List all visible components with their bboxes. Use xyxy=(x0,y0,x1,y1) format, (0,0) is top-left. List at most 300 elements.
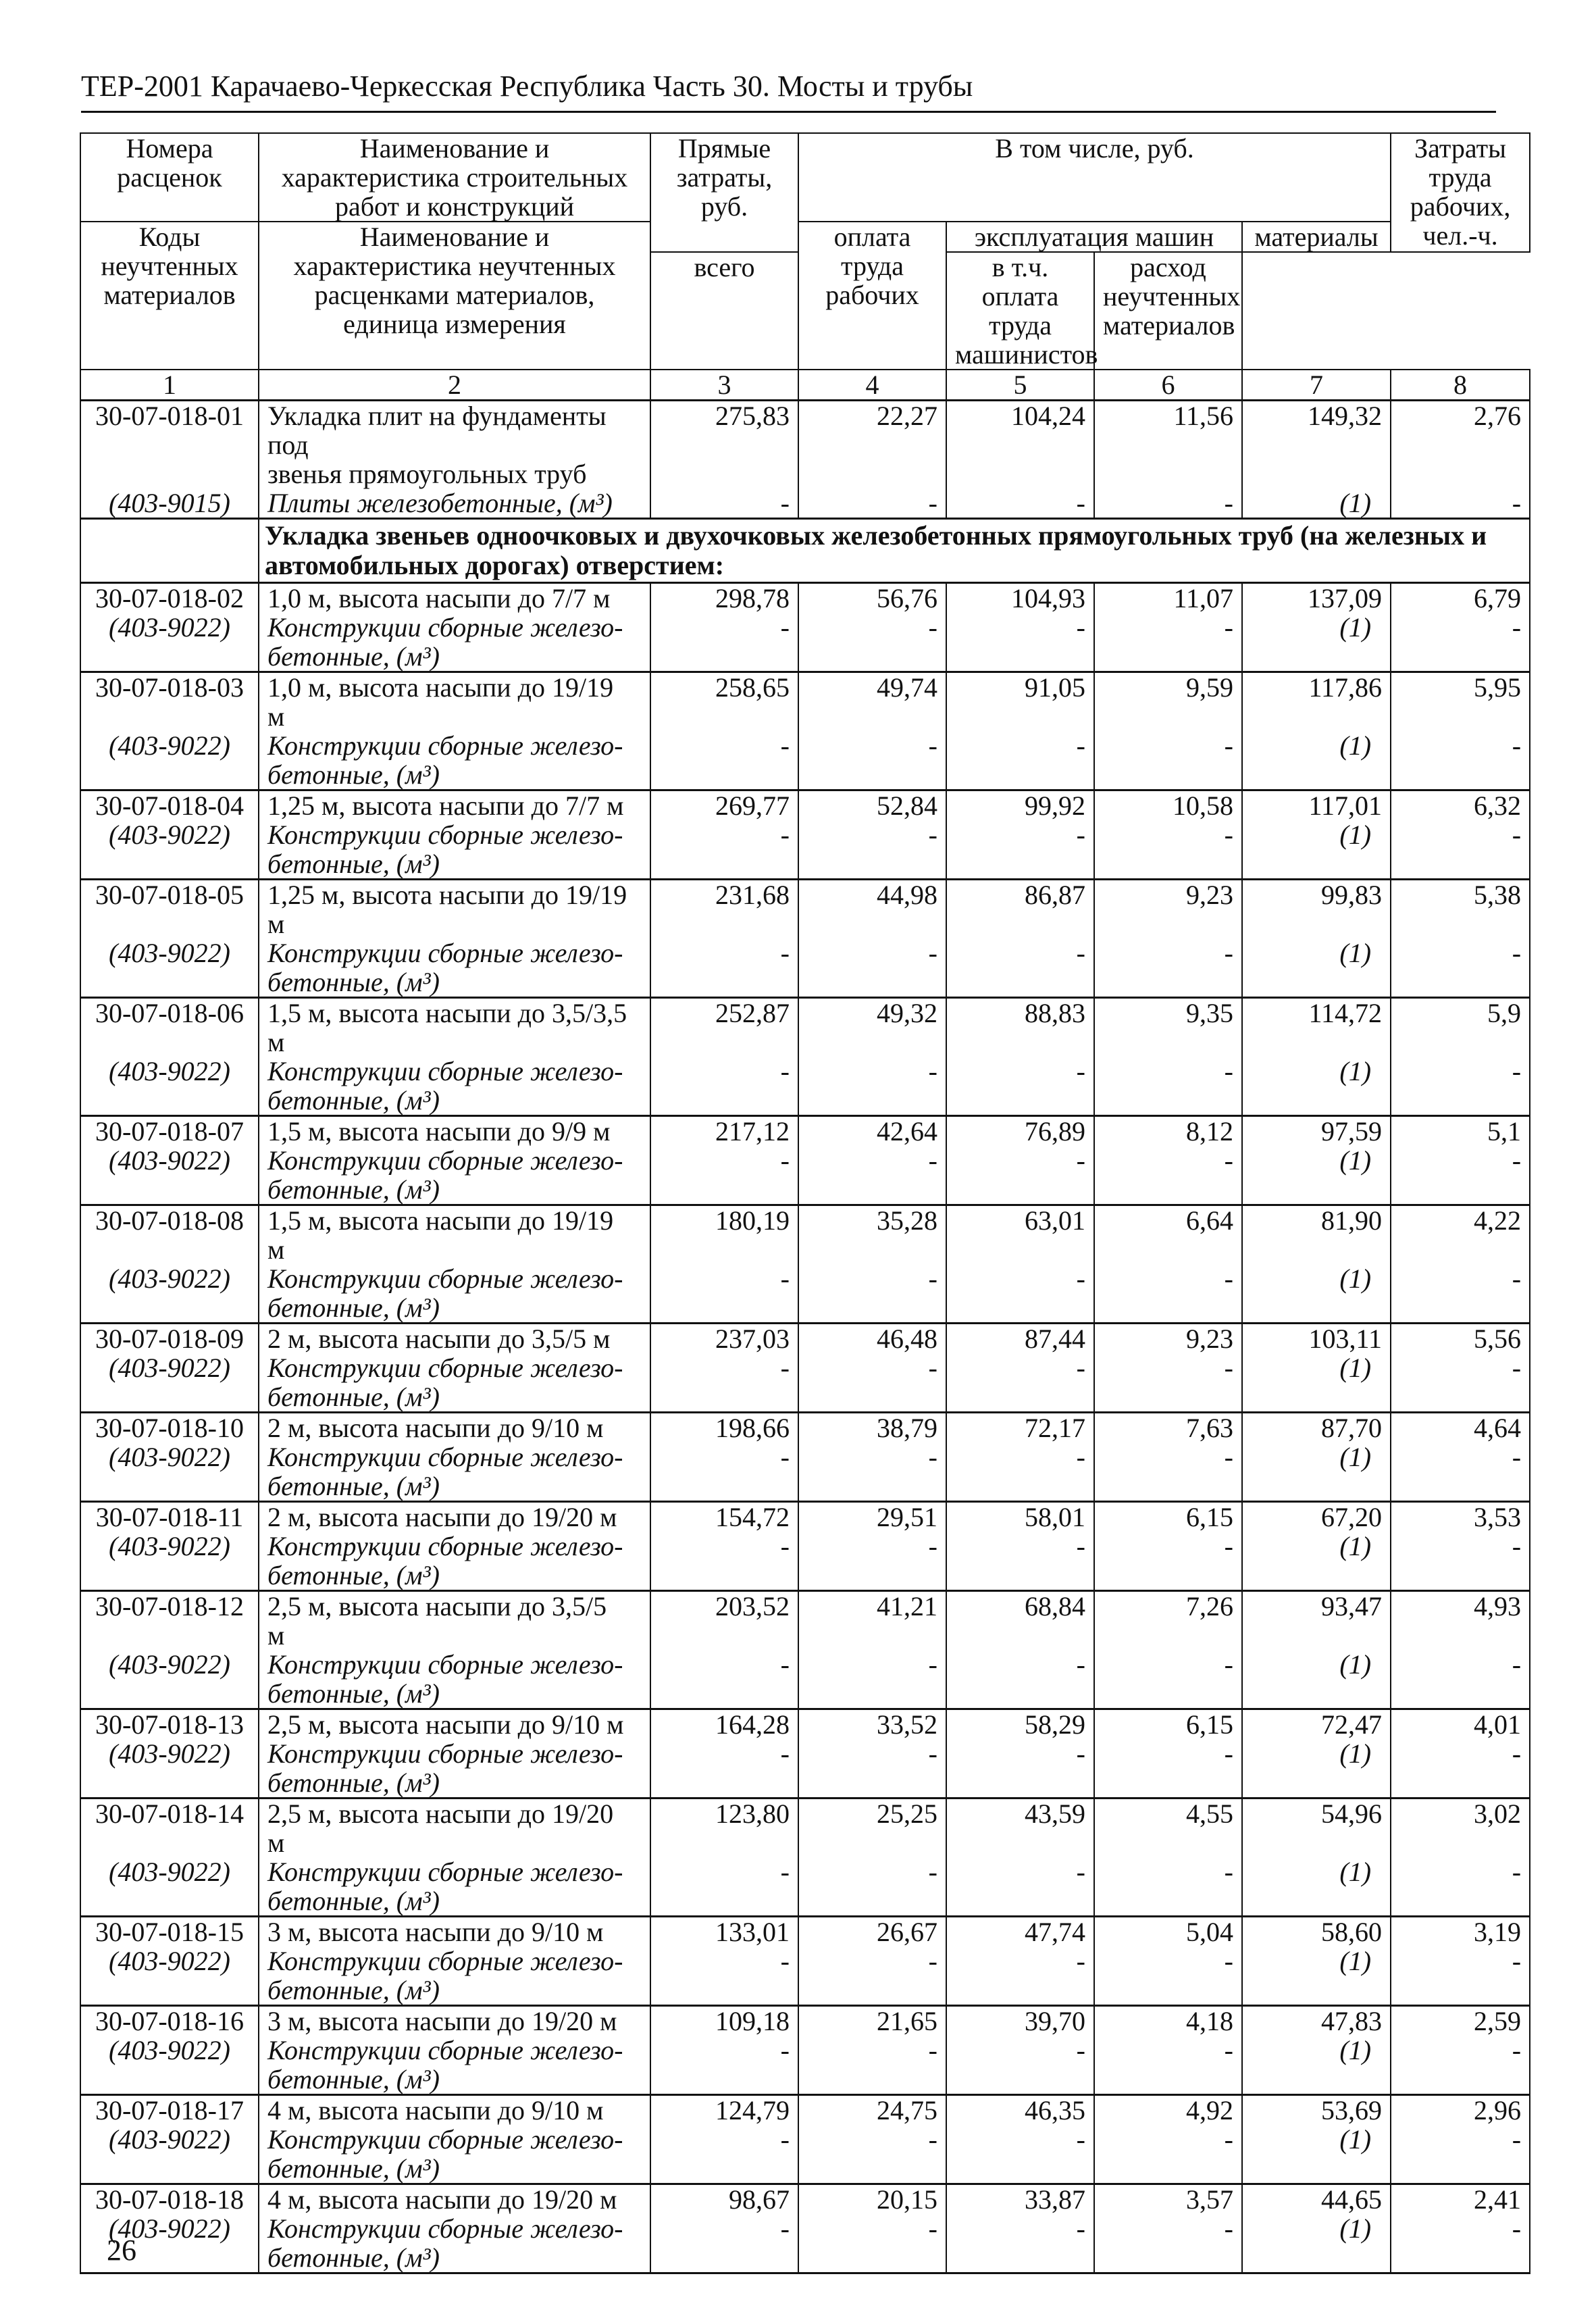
material-qty: (1) xyxy=(1242,1057,1391,1116)
machines-total: 86,87 xyxy=(946,880,1094,939)
labor-pay: 22,27 xyxy=(798,401,946,489)
rate-name xyxy=(259,401,650,489)
materials-cost: 47,83 xyxy=(1242,2006,1391,2036)
material-name-line: бетонные, (м³) xyxy=(267,1292,440,1323)
rate-row xyxy=(80,790,1530,821)
material-name-line: бетонные, (м³) xyxy=(267,2064,440,2094)
material-name-line: Конструкции сборные железо- xyxy=(267,1145,623,1176)
rate-code: 30-07-018-13 xyxy=(80,1709,259,1740)
col-number: 7 xyxy=(1242,370,1391,401)
dash: - xyxy=(650,1739,798,1799)
dash: - xyxy=(1391,820,1530,880)
material-code: (403-9022) xyxy=(80,1857,259,1917)
material-qty: (1) xyxy=(1242,731,1391,790)
header-labor-pay: оплата труда рабочих xyxy=(798,222,946,370)
materials-cost: 67,20 xyxy=(1242,1502,1391,1532)
materials-cost: 114,72 xyxy=(1242,998,1391,1057)
dash: - xyxy=(1391,1650,1530,1709)
material-row xyxy=(80,1739,1530,1799)
material-name xyxy=(259,2036,650,2095)
material-qty: (1) xyxy=(1242,488,1391,519)
direct-cost: 298,78 xyxy=(650,583,798,613)
machinists-pay: 10,58 xyxy=(1094,790,1242,821)
material-name: Плиты железобетонные, (м³) xyxy=(259,488,650,519)
labor-pay: 46,48 xyxy=(798,1324,946,1354)
dash: - xyxy=(946,1739,1094,1799)
machines-total: 76,89 xyxy=(946,1116,1094,1147)
machinists-pay: 4,92 xyxy=(1094,2095,1242,2126)
rate-name-line: Укладка плит на фундаменты под xyxy=(267,401,607,460)
dash: - xyxy=(946,1353,1094,1413)
dash: - xyxy=(946,1650,1094,1709)
machinists-pay: 9,23 xyxy=(1094,1324,1242,1354)
material-name-line: Конструкции сборные железо- xyxy=(267,1738,623,1769)
rate-row xyxy=(80,1709,1530,1740)
rate-description-text: 4 м, высота насыпи до 19/20 м xyxy=(267,2184,617,2215)
material-qty: (1) xyxy=(1242,1739,1391,1799)
material-name-line: Конструкции сборные железо- xyxy=(267,1442,623,1472)
dash: - xyxy=(1391,2036,1530,2095)
material-name xyxy=(259,613,650,672)
dash: - xyxy=(946,820,1094,880)
rate-description-text: 3 м, высота насыпи до 19/20 м xyxy=(267,2006,617,2036)
rate-description xyxy=(259,1413,650,1443)
rate-description xyxy=(259,1116,650,1147)
rate-row xyxy=(80,2006,1530,2036)
dash: - xyxy=(1094,938,1242,998)
rate-row xyxy=(80,583,1530,613)
material-name-line: бетонные, (м³) xyxy=(267,967,440,997)
dash: - xyxy=(798,1353,946,1413)
dash: - xyxy=(650,938,798,998)
page-title: ТЕР-2001 Карачаево-Черкесская Республика Часть 30. Мосты и трубы xyxy=(81,70,973,103)
material-code: (403-9022) xyxy=(80,2036,259,2095)
dash: - xyxy=(1391,1146,1530,1205)
labor-pay: 35,28 xyxy=(798,1205,946,1265)
material-name xyxy=(259,1057,650,1116)
material-row xyxy=(80,820,1530,880)
rate-description xyxy=(259,2006,650,2036)
dash: - xyxy=(946,1946,1094,2006)
machines-total: 39,70 xyxy=(946,2006,1094,2036)
material-qty: (1) xyxy=(1242,820,1391,880)
labor-hours: 4,22 xyxy=(1391,1205,1530,1265)
material-code: (403-9022) xyxy=(80,1057,259,1116)
labor-hours: 5,95 xyxy=(1391,672,1530,732)
dash: - xyxy=(946,1532,1094,1591)
material-row xyxy=(80,1057,1530,1116)
dash: - xyxy=(650,731,798,790)
material-name-line: Конструкции сборные железо- xyxy=(267,1531,623,1561)
rate-description xyxy=(259,1205,650,1265)
dash: - xyxy=(798,1650,946,1709)
rate-row xyxy=(80,1413,1530,1443)
dash: - xyxy=(650,2125,798,2184)
dash: - xyxy=(946,1264,1094,1324)
material-code: (403-9022) xyxy=(80,1946,259,2006)
rate-code: 30-07-018-14 xyxy=(80,1799,259,1858)
material-code: (403-9022) xyxy=(80,1532,259,1591)
material-name xyxy=(259,2214,650,2273)
dash: - xyxy=(946,2214,1094,2273)
dash: - xyxy=(1391,488,1530,519)
dash: - xyxy=(1094,820,1242,880)
material-row xyxy=(80,613,1530,672)
material-name-line: бетонные, (м³) xyxy=(267,1767,440,1798)
machines-total: 104,24 xyxy=(946,401,1094,489)
material-name xyxy=(259,1353,650,1413)
rate-code: 30-07-018-06 xyxy=(80,998,259,1057)
dash: - xyxy=(1391,1353,1530,1413)
machinists-pay: 11,56 xyxy=(1094,401,1242,489)
material-name-line: бетонные, (м³) xyxy=(267,1085,440,1115)
rate-row xyxy=(80,1324,1530,1354)
labor-hours: 6,79 xyxy=(1391,583,1530,613)
dash: - xyxy=(1094,2214,1242,2273)
rate-row xyxy=(80,2095,1530,2126)
labor-hours: 5,38 xyxy=(1391,880,1530,939)
material-row xyxy=(80,1650,1530,1709)
machines-total: 99,92 xyxy=(946,790,1094,821)
material-qty: (1) xyxy=(1242,1532,1391,1591)
rate-row xyxy=(80,998,1530,1057)
dash: - xyxy=(1094,1264,1242,1324)
labor-hours: 4,64 xyxy=(1391,1413,1530,1443)
material-row xyxy=(80,488,1530,519)
material-row xyxy=(80,1442,1530,1502)
material-row xyxy=(80,1264,1530,1324)
rate-row xyxy=(80,1116,1530,1147)
dash: - xyxy=(650,613,798,672)
materials-cost: 117,86 xyxy=(1242,672,1391,732)
labor-hours: 3,02 xyxy=(1391,1799,1530,1858)
dash: - xyxy=(650,1650,798,1709)
rate-row xyxy=(80,1591,1530,1651)
machinists-pay: 6,64 xyxy=(1094,1205,1242,1265)
dash: - xyxy=(1391,2125,1530,2184)
rate-code: 30-07-018-15 xyxy=(80,1917,259,1947)
material-name xyxy=(259,1739,650,1799)
material-name-line: бетонные, (м³) xyxy=(267,1975,440,2005)
material-name xyxy=(259,1946,650,2006)
rate-description-text: 2 м, высота насыпи до 3,5/5 м xyxy=(267,1324,611,1354)
rate-row xyxy=(80,880,1530,939)
dash: - xyxy=(798,1146,946,1205)
machinists-pay: 8,12 xyxy=(1094,1116,1242,1147)
material-name-line: Конструкции сборные железо- xyxy=(267,938,623,968)
rate-description xyxy=(259,2095,650,2126)
machines-total: 47,74 xyxy=(946,1917,1094,1947)
material-code: (403-9022) xyxy=(80,1146,259,1205)
rate-description xyxy=(259,880,650,939)
materials-cost: 93,47 xyxy=(1242,1591,1391,1651)
rate-row xyxy=(80,1799,1530,1858)
material-name-line: бетонные, (м³) xyxy=(267,2153,440,2184)
materials-cost: 99,83 xyxy=(1242,880,1391,939)
rate-description xyxy=(259,672,650,732)
labor-pay: 44,98 xyxy=(798,880,946,939)
dash: - xyxy=(798,488,946,519)
labor-pay: 21,65 xyxy=(798,2006,946,2036)
rate-code: 30-07-018-03 xyxy=(80,672,259,732)
dash: - xyxy=(1391,1057,1530,1116)
direct-cost: 133,01 xyxy=(650,1917,798,1947)
header-materials: материалы xyxy=(1242,222,1391,252)
machinists-pay: 5,04 xyxy=(1094,1917,1242,1947)
machines-total: 63,01 xyxy=(946,1205,1094,1265)
rate-code: 30-07-018-05 xyxy=(80,880,259,939)
direct-cost: 203,52 xyxy=(650,1591,798,1651)
dash: - xyxy=(650,488,798,519)
rate-code: 30-07-018-02 xyxy=(80,583,259,613)
material-name xyxy=(259,731,650,790)
machinists-pay: 9,23 xyxy=(1094,880,1242,939)
dash: - xyxy=(1094,1353,1242,1413)
rate-description xyxy=(259,790,650,821)
header-machine-operation: эксплуатация машин xyxy=(946,222,1242,252)
materials-cost: 58,60 xyxy=(1242,1917,1391,1947)
direct-cost: 237,03 xyxy=(650,1324,798,1354)
labor-pay: 26,67 xyxy=(798,1917,946,1947)
rate-row xyxy=(80,401,1530,489)
labor-hours: 2,96 xyxy=(1391,2095,1530,2126)
rate-description-text: 1,25 м, высота насыпи до 19/19 xyxy=(267,880,627,910)
header-incl-machinists: в т.ч. оплата труда машинистов xyxy=(946,252,1094,370)
materials-cost: 87,70 xyxy=(1242,1413,1391,1443)
dash: - xyxy=(1094,1057,1242,1116)
dash: - xyxy=(946,731,1094,790)
rate-code: 30-07-018-11 xyxy=(80,1502,259,1532)
material-code: (403-9022) xyxy=(80,1264,259,1324)
labor-pay: 41,21 xyxy=(798,1591,946,1651)
material-code: (403-9022) xyxy=(80,1650,259,1709)
labor-hours: 2,41 xyxy=(1391,2184,1530,2215)
page-number: 26 xyxy=(107,2234,136,2267)
rate-code: 30-07-018-17 xyxy=(80,2095,259,2126)
rate-code: 30-07-018-04 xyxy=(80,790,259,821)
machinists-pay: 6,15 xyxy=(1094,1502,1242,1532)
dash: - xyxy=(946,2036,1094,2095)
material-name-line: Конструкции сборные железо- xyxy=(267,1857,623,1887)
col-number: 3 xyxy=(650,370,798,401)
rate-description-text: 2 м, высота насыпи до 19/20 м xyxy=(267,1502,617,1532)
dash: - xyxy=(798,731,946,790)
rate-description xyxy=(259,1917,650,1947)
machinists-pay: 3,57 xyxy=(1094,2184,1242,2215)
direct-cost: 269,77 xyxy=(650,790,798,821)
material-qty: (1) xyxy=(1242,1442,1391,1502)
dash: - xyxy=(1391,2214,1530,2273)
col-number: 1 xyxy=(80,370,259,401)
material-qty: (1) xyxy=(1242,2036,1391,2095)
dash: - xyxy=(1391,1532,1530,1591)
header-row-2 xyxy=(80,222,1530,252)
labor-pay: 52,84 xyxy=(798,790,946,821)
labor-hours: 2,76 xyxy=(1391,401,1530,489)
dash: - xyxy=(798,1739,946,1799)
labor-hours: 4,01 xyxy=(1391,1709,1530,1740)
dash: - xyxy=(650,1442,798,1502)
dash: - xyxy=(798,613,946,672)
rate-description-text: 4 м, высота насыпи до 9/10 м xyxy=(267,2095,604,2126)
material-row xyxy=(80,1946,1530,2006)
labor-hours: 3,19 xyxy=(1391,1917,1530,1947)
materials-cost: 81,90 xyxy=(1242,1205,1391,1265)
labor-hours: 5,9 xyxy=(1391,998,1530,1057)
material-name-line: бетонные, (м³) xyxy=(267,1382,440,1412)
rate-description-text: 1,5 м, высота насыпи до 3,5/3,5 xyxy=(267,998,627,1028)
material-row xyxy=(80,2214,1530,2273)
dash: - xyxy=(1094,488,1242,519)
dash: - xyxy=(946,1857,1094,1917)
rate-description-text: 1,5 м, высота насыпи до 19/19 xyxy=(267,1205,614,1236)
materials-cost: 54,96 xyxy=(1242,1799,1391,1858)
machinists-pay: 7,63 xyxy=(1094,1413,1242,1443)
material-name-line: бетонные, (м³) xyxy=(267,1174,440,1205)
rate-description-text: 1,5 м, высота насыпи до 9/9 м xyxy=(267,1116,611,1147)
material-name-line: Конструкции сборные железо- xyxy=(267,612,623,643)
dash: - xyxy=(798,1532,946,1591)
labor-pay: 24,75 xyxy=(798,2095,946,2126)
section-title: Укладка звеньев одноочковых и двухочковых железобетонных прямоугольных труб (на железных и автомобильных дорогах) отверстием: xyxy=(259,519,1530,583)
material-row xyxy=(80,1146,1530,1205)
material-row xyxy=(80,731,1530,790)
material-name xyxy=(259,1264,650,1324)
dash: - xyxy=(946,488,1094,519)
labor-pay: 49,32 xyxy=(798,998,946,1057)
rate-description-text: 2,5 м, высота насыпи до 3,5/5 xyxy=(267,1591,607,1621)
material-qty: (1) xyxy=(1242,1264,1391,1324)
material-name xyxy=(259,2125,650,2184)
material-name-line: Конструкции сборные железо- xyxy=(267,1353,623,1383)
material-name-line: бетонные, (м³) xyxy=(267,2242,440,2273)
dash: - xyxy=(650,1057,798,1116)
col-number: 5 xyxy=(946,370,1094,401)
materials-cost: 137,09 xyxy=(1242,583,1391,613)
dash: - xyxy=(650,1146,798,1205)
dash: - xyxy=(798,1057,946,1116)
dash: - xyxy=(946,938,1094,998)
rate-code: 30-07-018-01 xyxy=(80,401,259,489)
dash: - xyxy=(650,820,798,880)
rate-description xyxy=(259,583,650,613)
direct-cost: 180,19 xyxy=(650,1205,798,1265)
dash: - xyxy=(650,1857,798,1917)
machines-total: 58,01 xyxy=(946,1502,1094,1532)
machinists-pay: 4,55 xyxy=(1094,1799,1242,1858)
materials-cost: 117,01 xyxy=(1242,790,1391,821)
dash: - xyxy=(946,1442,1094,1502)
dash: - xyxy=(650,2214,798,2273)
rate-description-wrap: м xyxy=(267,909,285,939)
dash: - xyxy=(1094,1650,1242,1709)
rate-row xyxy=(80,1502,1530,1532)
material-name xyxy=(259,938,650,998)
labor-hours: 2,59 xyxy=(1391,2006,1530,2036)
dash: - xyxy=(1391,1946,1530,2006)
dash: - xyxy=(1391,1264,1530,1324)
material-name-line: бетонные, (м³) xyxy=(267,849,440,879)
rate-description-text: 2,5 м, высота насыпи до 9/10 м xyxy=(267,1709,624,1740)
header-labor-costs: Затраты труда рабочих, чел.-ч. xyxy=(1391,133,1530,252)
material-code: (403-9022) xyxy=(80,820,259,880)
header-col1-top: Номера расценок xyxy=(80,133,259,222)
machinists-pay: 6,15 xyxy=(1094,1709,1242,1740)
materials-cost: 53,69 xyxy=(1242,2095,1391,2126)
material-row xyxy=(80,1353,1530,1413)
dash: - xyxy=(650,2036,798,2095)
machinists-pay: 11,07 xyxy=(1094,583,1242,613)
direct-cost: 198,66 xyxy=(650,1413,798,1443)
material-code: (403-9022) xyxy=(80,938,259,998)
material-name-line: Конструкции сборные железо- xyxy=(267,1946,623,1976)
dash: - xyxy=(1094,1946,1242,2006)
dash: - xyxy=(1391,613,1530,672)
rate-description xyxy=(259,1709,650,1740)
machines-total: 46,35 xyxy=(946,2095,1094,2126)
header-unaccounted-materials: расход неучтенных материалов xyxy=(1094,252,1242,370)
material-qty: (1) xyxy=(1242,1650,1391,1709)
material-name xyxy=(259,1532,650,1591)
machinists-pay: 7,26 xyxy=(1094,1591,1242,1651)
labor-pay: 56,76 xyxy=(798,583,946,613)
direct-cost: 231,68 xyxy=(650,880,798,939)
machinists-pay: 9,35 xyxy=(1094,998,1242,1057)
labor-pay: 42,64 xyxy=(798,1116,946,1147)
material-row xyxy=(80,2125,1530,2184)
dash: - xyxy=(798,2214,946,2273)
material-row xyxy=(80,938,1530,998)
material-code: (403-9022) xyxy=(80,2214,259,2273)
section-row xyxy=(80,519,1530,583)
material-name xyxy=(259,1146,650,1205)
header-direct-costs: Прямые затраты, руб. xyxy=(650,133,798,252)
rates-table xyxy=(80,132,1530,2274)
machines-total: 43,59 xyxy=(946,1799,1094,1858)
material-row xyxy=(80,1857,1530,1917)
material-code: (403-9015) xyxy=(80,488,259,519)
material-qty: (1) xyxy=(1242,1353,1391,1413)
labor-pay: 49,74 xyxy=(798,672,946,732)
labor-hours: 4,93 xyxy=(1391,1591,1530,1651)
rate-description-text: 1,0 м, высота насыпи до 19/19 xyxy=(267,672,614,703)
dash: - xyxy=(1094,1532,1242,1591)
labor-pay: 25,25 xyxy=(798,1799,946,1858)
col-number: 6 xyxy=(1094,370,1242,401)
col-number: 2 xyxy=(259,370,650,401)
rate-description-text: 1,0 м, высота насыпи до 7/7 м xyxy=(267,583,611,613)
machines-total: 91,05 xyxy=(946,672,1094,732)
material-code: (403-9022) xyxy=(80,613,259,672)
material-code: (403-9022) xyxy=(80,1739,259,1799)
dash: - xyxy=(798,1857,946,1917)
direct-cost: 123,80 xyxy=(650,1799,798,1858)
dash: - xyxy=(946,1146,1094,1205)
direct-cost: 124,79 xyxy=(650,2095,798,2126)
rate-description xyxy=(259,1591,650,1651)
dash: - xyxy=(798,820,946,880)
material-qty: (1) xyxy=(1242,938,1391,998)
material-name-line: бетонные, (м³) xyxy=(267,1560,440,1590)
material-name xyxy=(259,820,650,880)
page-header xyxy=(81,68,1496,113)
material-name xyxy=(259,1442,650,1502)
material-name-line: Конструкции сборные железо- xyxy=(267,820,623,850)
dash: - xyxy=(1391,1739,1530,1799)
header-row-1 xyxy=(80,133,1530,222)
dash: - xyxy=(798,1442,946,1502)
rate-description-text: 2,5 м, высота насыпи до 19/20 xyxy=(267,1799,614,1829)
